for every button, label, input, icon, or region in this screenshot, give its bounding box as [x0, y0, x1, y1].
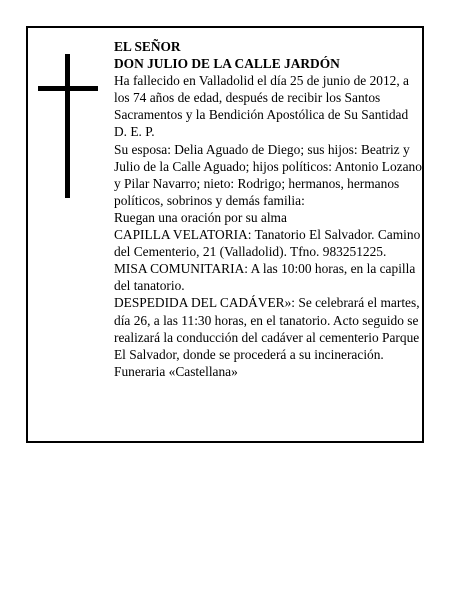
- obituary-text: [114, 38, 422, 380]
- wake-and-mass-info: CAPILLA VELATORIA: Tanatorio El Salvador. Camino del Cementerio, 21 (Valladolid). Tfno. 983251225. MISA COMUNITARIA: A las 10:00 horas, en la capilla del tanatorio.: [114, 227, 421, 294]
- family-list: Su esposa: Delia Aguado de Diego; sus hijos: Beatriz y Julio de la Calle Aguado; hijos políticos: Antonio Lozano y Pilar Navarro; nieto: Rodrigo; hermanos, hermanos políticos, sobrinos y demás familia:: [114, 141, 422, 208]
- farewell-info: DESPEDIDA DEL CADÁVER»: Se celebrará el martes, día 26, a las 11:30 horas, en el tanatorio. Acto seguido se realizará la conducción del cadáver al cementerio Parque El Salvador, donde se procederá a su incineración.: [114, 295, 420, 362]
- deceased-name: DON JULIO DE LA CALLE JARDÓN: [114, 56, 340, 72]
- deceased-title: EL SEÑOR: [114, 39, 181, 54]
- cross-horizontal-bar: [38, 86, 98, 91]
- funeral-home: Funeraria «Castellana»: [114, 363, 238, 379]
- death-announcement: Ha fallecido en Valladolid el día 25 de junio de 2012, a los 74 años de edad, después de recibir los Santos Sacramentos y la Bendición Apostólica de Su Santidad D. E. P.: [114, 73, 410, 140]
- latin-cross-icon: [38, 54, 98, 198]
- cross-vertical-bar: [65, 54, 70, 198]
- prayer-request: Ruegan una oración por su alma: [114, 209, 287, 225]
